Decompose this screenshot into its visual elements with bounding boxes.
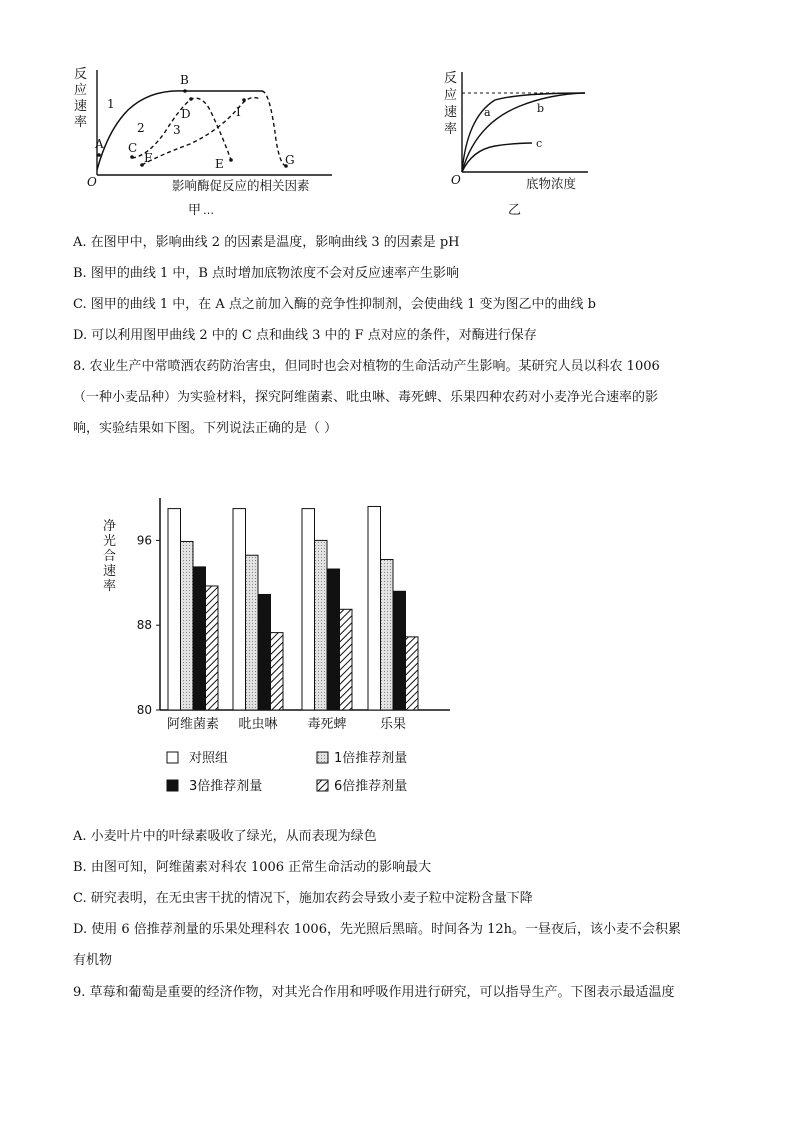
fig-jia-point-e bbox=[229, 158, 233, 162]
fig-jia-ylabel-2: 速 bbox=[74, 99, 88, 114]
chart-ylabel bbox=[103, 519, 116, 594]
fig-jia-label-i: I bbox=[236, 105, 241, 119]
fig-yi-curve-label-b: b bbox=[537, 102, 545, 115]
q8-stem-line-1: 8. 农业生产中常喷洒农药防治害虫，但同时也会对植物的生命活动产生影响。某研究人员以科农 1006 bbox=[73, 359, 660, 374]
q7-option-c: C. 图甲的曲线 1 中，在 A 点之前加入酶的竞争性抑制剂，会使曲线 1 变为图乙中的曲线 b bbox=[73, 297, 596, 312]
fig-jia-point-d bbox=[189, 97, 193, 101]
fig-jia-caption-mark: … bbox=[203, 204, 214, 217]
bar-4-hatched bbox=[406, 637, 419, 710]
legend-label: 3倍推荐剂量 bbox=[189, 779, 263, 794]
bar-1-black bbox=[193, 567, 206, 710]
fig-yi-curve-label-a: a bbox=[484, 106, 491, 119]
q8-option-d: D. 使用 6 倍推荐剂量的乐果处理科农 1006，先光照后黑暗。时间各为 12h。一昼夜后，该小麦不会积累 bbox=[73, 922, 682, 937]
bar-1-hatched bbox=[206, 586, 219, 710]
bar-3-white bbox=[302, 509, 315, 710]
chart-category-label: 乐果 bbox=[379, 717, 407, 732]
legend-label: 6倍推荐剂量 bbox=[334, 779, 408, 794]
legend-label: 1倍推荐剂量 bbox=[334, 751, 408, 766]
fig-yi-origin: O bbox=[451, 173, 461, 187]
fig-yi-xlabel: 底物浓度 bbox=[526, 176, 577, 191]
fig-jia-origin: O bbox=[87, 175, 97, 189]
chart-y-tick-label: 88 bbox=[136, 618, 152, 633]
bar-2-white bbox=[233, 509, 246, 710]
fig-jia-curve-label-1: 1 bbox=[107, 97, 115, 111]
bar-3-dotted bbox=[315, 540, 328, 710]
legend-swatch-black bbox=[167, 780, 178, 791]
q8-option-c: C. 研究表明，在无虫害干扰的情况下，施加农药会导致小麦子粒中淀粉含量下降 bbox=[73, 891, 533, 906]
legend-swatch-dotted bbox=[317, 752, 328, 763]
fig-jia-label-g: G bbox=[285, 153, 295, 167]
q8-option-a: A. 小麦叶片中的叶绿素吸收了绿光，从而表现为绿色 bbox=[73, 829, 377, 844]
bar-2-hatched bbox=[271, 633, 284, 710]
fig-jia-point-b bbox=[183, 89, 187, 93]
q8-option-d-cont: 有机物 bbox=[73, 953, 113, 968]
chart-category-label: 吡虫啉 bbox=[238, 717, 278, 732]
fig-yi-ylabel-3: 率 bbox=[444, 122, 458, 137]
legend-label: 对照组 bbox=[189, 751, 229, 766]
fig-yi-curve-label-c: c bbox=[536, 137, 543, 150]
fig-jia-curve-label-2: 2 bbox=[137, 121, 145, 135]
fig-jia-caption: 甲 bbox=[188, 203, 202, 218]
fig-jia-point-c bbox=[130, 155, 134, 159]
bar-2-black bbox=[258, 594, 271, 710]
chart-category-label: 毒死蜱 bbox=[307, 717, 347, 732]
bar-1-dotted bbox=[181, 541, 194, 710]
q8-stem-line-2: （一种小麦品种）为实验材料，探究阿维菌素、吡虫啉、毒死蜱、乐果四种农药对小麦净光合速率的影 bbox=[73, 390, 659, 405]
fig-jia-ylabel-1: 应 bbox=[74, 83, 88, 98]
figure-jia bbox=[70, 60, 350, 222]
bar-1-white bbox=[168, 509, 181, 710]
fig-yi-ylabel-1: 应 bbox=[444, 88, 458, 103]
fig-jia-label-b: B bbox=[180, 73, 189, 87]
fig-jia-xlabel: 影响酶促反应的相关因素 bbox=[172, 178, 310, 193]
chart-y-tick-label: 80 bbox=[136, 703, 152, 717]
figure-yi bbox=[440, 62, 600, 222]
legend-swatch-hatched bbox=[317, 780, 328, 791]
chart-ylabel-char: 合 bbox=[103, 549, 117, 564]
bar-2-dotted bbox=[246, 555, 259, 710]
q8-stem-line-3: 响，实验结果如下图。下列说法正确的是（ ） bbox=[73, 421, 338, 436]
fig-yi-ylabel-2: 速 bbox=[444, 105, 458, 120]
fig-yi-curve-b bbox=[462, 93, 585, 172]
fig-jia-curve-label-3: 3 bbox=[173, 123, 181, 137]
fig-jia-label-a: A bbox=[95, 137, 104, 151]
fig-jia-ylabel-0: 反 bbox=[74, 67, 88, 82]
fig-jia-ylabel-3: 率 bbox=[74, 115, 88, 130]
fig-jia-label-c: C bbox=[128, 141, 138, 155]
fig-jia-label-f: F bbox=[144, 151, 153, 165]
fig-jia-label-d: D bbox=[181, 107, 191, 121]
chart-ylabel-char: 净 bbox=[103, 519, 117, 534]
fig-jia-point-a bbox=[97, 153, 101, 157]
chart-y-tick-label: 96 bbox=[136, 533, 152, 548]
chart-category-label: 阿维菌素 bbox=[166, 717, 220, 732]
fig-jia-curve-3 bbox=[142, 98, 260, 165]
chart-ylabel-char: 光 bbox=[103, 534, 117, 549]
bar-3-black bbox=[327, 569, 340, 710]
q8-option-b: B. 由图可知，阿维菌素对科农 1006 正常生命活动的影响最大 bbox=[73, 860, 432, 875]
fig-jia-curve-1-drop bbox=[262, 91, 286, 166]
bar-4-black bbox=[393, 591, 406, 710]
fig-jia-point-i bbox=[242, 98, 246, 102]
net-photosynthesis-bar-chart bbox=[95, 490, 455, 805]
fig-yi-caption: 乙 bbox=[508, 203, 522, 218]
legend-swatch-white bbox=[167, 752, 178, 763]
bar-3-hatched bbox=[340, 609, 353, 710]
chart-ylabel-char: 率 bbox=[103, 579, 117, 594]
q7-option-a: A. 在图甲中，影响曲线 2 的因素是温度，影响曲线 3 的因素是 pH bbox=[73, 235, 460, 250]
q7-option-d: D. 可以利用图甲曲线 2 中的 C 点和曲线 3 中的 F 点对应的条件，对酶进行保存 bbox=[73, 328, 537, 343]
fig-jia-label-e: E bbox=[215, 157, 224, 171]
bar-4-dotted bbox=[381, 559, 394, 710]
chart-ylabel-char: 速 bbox=[103, 564, 117, 579]
bar-4-white bbox=[368, 506, 381, 710]
q9-stem: 9. 草莓和葡萄是重要的经济作物，对其光合作用和呼吸作用进行研究，可以指导生产。下图表示最适温度 bbox=[73, 985, 675, 1000]
fig-yi-ylabel-0: 反 bbox=[444, 71, 458, 86]
q7-option-b: B. 图甲的曲线 1 中，B 点时增加底物浓度不会对反应速率产生影响 bbox=[73, 266, 460, 281]
